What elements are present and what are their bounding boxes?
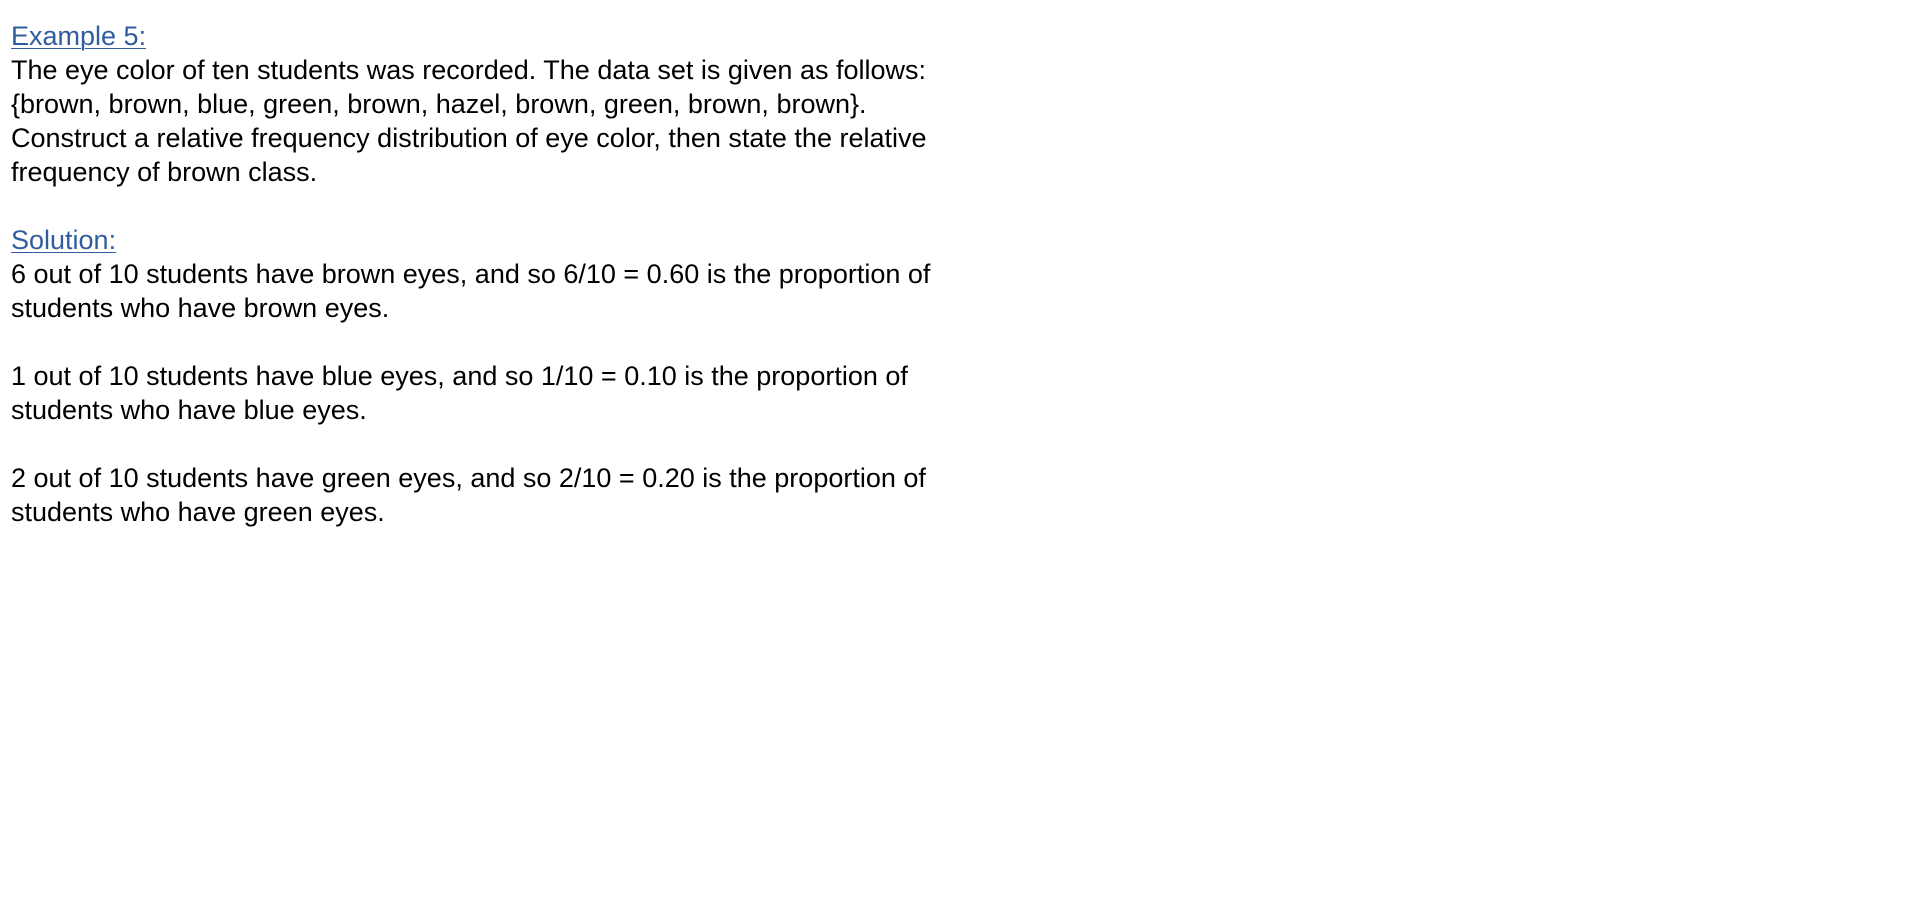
- spacer: [11, 427, 1011, 461]
- example-text-line: {brown, brown, blue, green, brown, hazel, brown, green, brown, brown}.: [11, 89, 867, 119]
- solution-paragraph-green: [11, 461, 1011, 529]
- solution-paragraph-blue: [11, 359, 1011, 427]
- example-section: [11, 19, 1011, 189]
- solution-paragraph-brown: [11, 257, 1011, 325]
- example-text-line: Construct a relative frequency distribution of eye color, then state the relative: [11, 123, 927, 153]
- example-text-line: The eye color of ten students was recorded. The data set is given as follows:: [11, 55, 926, 85]
- solution-text-line: 2 out of 10 students have green eyes, and so 2/10 = 0.20 is the proportion of: [11, 463, 926, 493]
- spacer: [11, 189, 1011, 223]
- example-text-line: frequency of brown class.: [11, 157, 318, 187]
- solution-section: [11, 223, 1011, 529]
- solution-heading: Solution:: [11, 225, 117, 255]
- spacer: [11, 325, 1011, 359]
- solution-text-line: students who have green eyes.: [11, 497, 385, 527]
- solution-text-line: 1 out of 10 students have blue eyes, and so 1/10 = 0.10 is the proportion of: [11, 361, 908, 391]
- document-body: [11, 19, 1011, 529]
- solution-text-line: students who have brown eyes.: [11, 293, 390, 323]
- solution-text-line: students who have blue eyes.: [11, 395, 367, 425]
- solution-text-line: 6 out of 10 students have brown eyes, and so 6/10 = 0.60 is the proportion of: [11, 259, 931, 289]
- example-heading: Example 5:: [11, 21, 147, 51]
